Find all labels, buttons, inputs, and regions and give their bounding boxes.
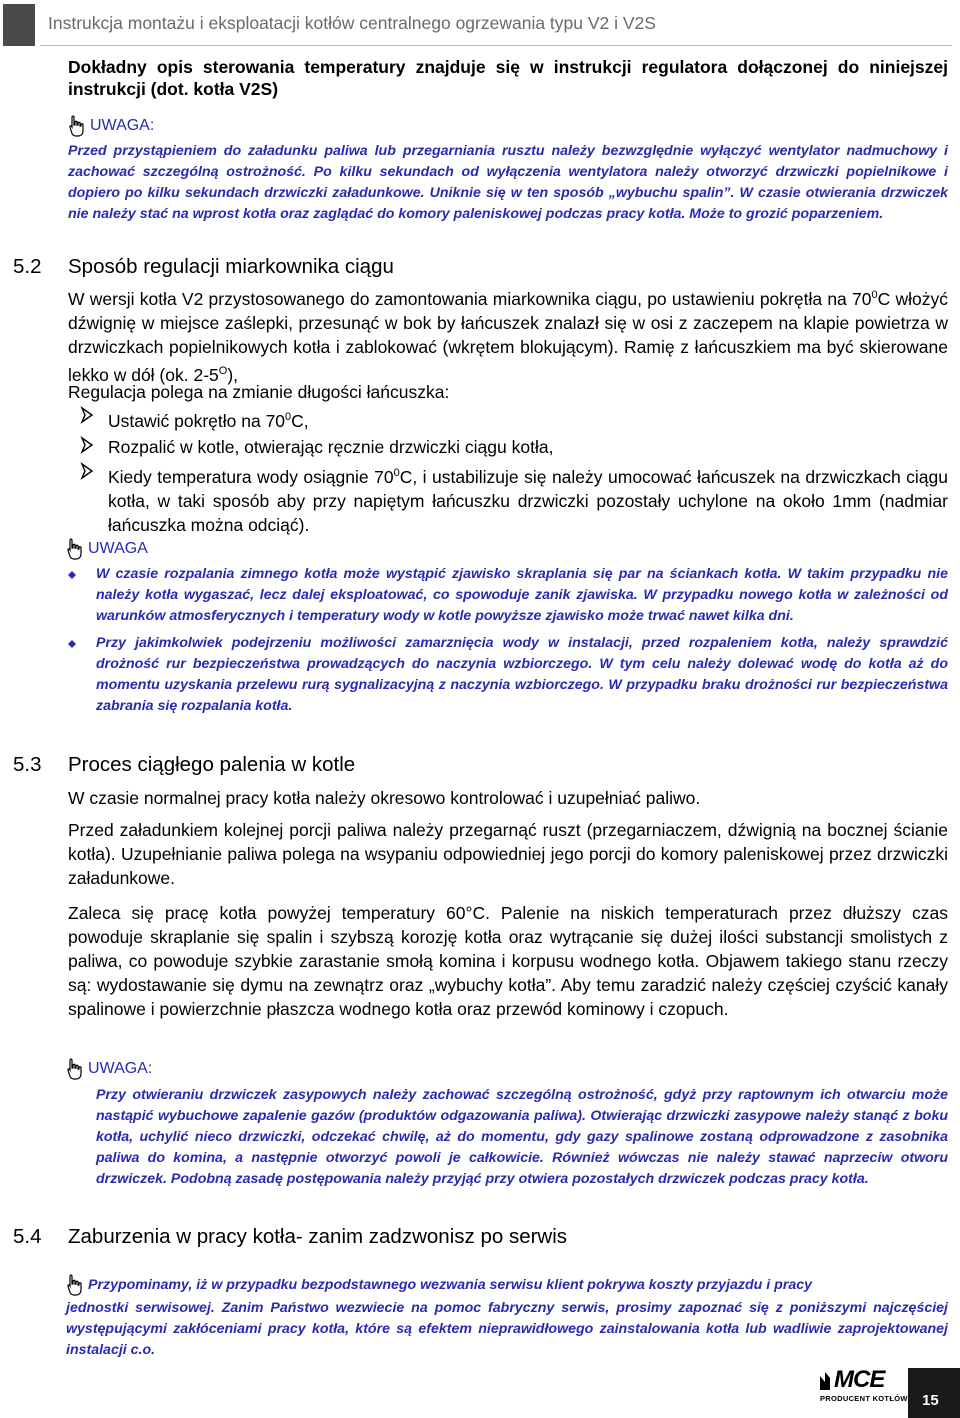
warning-text-1: Przed przystąpieniem do załadunku paliwa lub przegarniania rusztu należy bezwzględnie wyłączyć wentylator nadmuchowy i zachować szczególną ostrożność. Po kilku sekundach od wyłączenia wentylatora należy otworzyć drzwiczki popielnikowe i dopiero po kilku sekundach drzwiczki załadunkowe. Uniknie się w ten sposób „wybuchu spalin”. W czasie otwierania drzwiczek nie należy stać na wprost kotła oraz zaglądać do komory paleniskowej podczas pracy kotła. Może to grozić poparzeniem. xyxy=(68,143,948,222)
header-divider xyxy=(40,45,952,46)
diamond-bullet-icon xyxy=(68,571,76,579)
superscript: 0 xyxy=(393,466,400,479)
warning-heading-4 xyxy=(66,1274,812,1296)
section-5-2-paragraph xyxy=(68,283,948,387)
superscript: O xyxy=(218,364,228,377)
text-fragment: W czasie rozpalania zimnego kotła może wystąpić zjawisko skraplania się par na ściankach kotła. W takim przypadku nie należy kotła wygaszać, lecz dalej eksploatować, co spowoduje zanik zjawiska. W przypadku nowego kotła w zależności od warunków atmosferycznych i temperatury wody w kotle powyższe zjawisko może trwać nawet kilka dni. xyxy=(96,566,948,624)
text-fragment: Przy jakimkolwiek podejrzeniu możliwości zamarznięcia wody w instalacji, przed rozpaleniem kotła, należy sprawdzić drożność rur bezpieczeństwa prowadzących do naczynia wzbiorczego. W tym celu należy dolewać wodę do kotła aż do momentu uzyskania przelewu rurą sygnalizacyjną z naczynia wzbiorczego. W przypadku braku drożności rur bezpieczeństwa zabrania się rozpalania kotła. xyxy=(96,635,948,714)
arrow-bullet-icon xyxy=(80,435,100,455)
section-heading: Sposób regulacji miarkownika ciągu xyxy=(68,255,394,278)
list-item xyxy=(66,633,948,717)
list-item xyxy=(80,435,948,459)
intro-paragraph: Dokładny opis sterowania temperatury znajduje się w instrukcji regulatora dołączonej do niniejszej instrukcji (dot. kotła V2S) xyxy=(68,57,948,99)
section-5-2-lead: Regulacja polega na zmianie długości łańcuszka: xyxy=(68,382,450,402)
section-5-2-title xyxy=(13,255,394,279)
warning-text-4: jednostki serwisowej. Zanim Państwo wezwiecie na pomoc fabryczny serwis, prosimy zapoznać się z poniższymi najczęściej występującymi zakłóceniami pracy kotła, które są efektem nieprawidłowego zainstalowania kotła lub wadliwie zaprojektowanej instalacji c.o. xyxy=(66,1300,948,1358)
warning-label-1: UWAGA: xyxy=(90,117,155,134)
logo-text: MCE xyxy=(834,1366,885,1393)
section-5-3-p2: Przed załadunkiem kolejnej porcji paliwa należy przegarnąć ruszt (przegarniaczem, dźwignią na bocznej ścianie kotła). Uzupełnianie paliwa polega na wsypaniu odpowiedniej jego porcji do komory paleniskowej przez drzwiczki załadunkowe. xyxy=(68,820,948,888)
text-fragment: W wersji kotła V2 przystosowanego do zamontowania miarkownika ciągu, po ustawieniu pokrętła na 70 xyxy=(68,288,872,309)
section-5-3-p3: Zaleca się pracę kotła powyżej temperatury 60°C. Palenie na niskich temperaturach przez dłuższy czas powoduje skraplanie się spalin i szybszą korozję kotła oraz wytrącanie się dużej ilości substancji smolistych z paliwa, co powoduje szybkie zarastanie smołą komina i korpusu wodnego kotła. Objawem takiego stanu rzeczy są: wydostawanie się dymu na zewnątrz oraz „wybuchy kotła”. Aby temu zaradzić należy częściej czyścić kanały spalinowe i powierzchnie płaszcza wodnego kotła oraz przewód kominowy i czopuch. xyxy=(68,903,948,1019)
header-title: Instrukcja montażu i eksploatacji kotłów centralnego ogrzewania typu V2 i V2S xyxy=(48,13,656,33)
text-fragment: Rozpalić w kotle, otwierając ręcznie drzwiczki ciągu kotła, xyxy=(108,436,554,457)
warning-heading-3 xyxy=(66,1058,152,1080)
page-number-box xyxy=(908,1368,960,1418)
section-5-3-title xyxy=(13,753,355,777)
adjustment-steps xyxy=(80,405,948,539)
text-fragment: ), xyxy=(227,364,239,385)
warning-text-3: Przy otwieraniu drzwiczek zasypowych należy zachować szczególną ostrożność, gdyż przy raptownym ich otwarciu może nastąpić wybuchowe zapalenie gazów (produktów odgazowania paliwa). Otwierając drzwiczki zasypowe należy stanąć z boku kotła, uchylić nieco drzwiczki, odczekać chwilę, aż do momentu, gdy gazy spalinowe zostaną odprowadzone z zasobnika paliwa do komina, a następnie otworzyć powoli je całkowicie. Również wówczas nie należy stawać naprzeciw otworu drzwiczek. Podobną zasadę postępowania należy przyjąć przy otwiera pozostałych drzwiczek podczas pracy kotła. xyxy=(96,1087,948,1187)
section-heading: Proces ciągłego palenia w kotle xyxy=(68,753,356,776)
section-number: 5.3 xyxy=(13,753,42,776)
section-5-3-p1: W czasie normalnej pracy kotła należy okresowo kontrolować i uzupełniać paliwo. xyxy=(68,788,701,808)
superscript: 0 xyxy=(285,411,292,423)
pointing-hand-icon xyxy=(68,115,88,137)
section-heading: Zaburzenia w pracy kotła- zanim zadzwonisz po serwis xyxy=(68,1225,568,1248)
pointing-hand-icon xyxy=(66,1274,86,1296)
warning-heading-1 xyxy=(68,115,154,137)
text-fragment: C, xyxy=(291,410,309,431)
section-5-4-title xyxy=(13,1225,567,1249)
pointing-hand-icon xyxy=(66,1058,86,1080)
superscript: 0 xyxy=(871,289,878,301)
page-header xyxy=(0,0,960,50)
arrow-bullet-icon xyxy=(80,461,100,481)
text-fragment: Kiedy temperatura wody osiągnie 70 xyxy=(108,466,394,487)
pointing-hand-icon xyxy=(66,538,86,560)
list-item xyxy=(80,461,948,537)
list-item xyxy=(66,564,948,627)
manufacturer-logo xyxy=(798,1362,908,1408)
warning-label-2: UWAGA xyxy=(88,540,148,557)
logo-subtitle: PRODUCENT KOTŁÓW xyxy=(820,1394,908,1403)
page-number: 15 xyxy=(922,1392,939,1409)
text-fragment: Ustawić pokrętło na 70 xyxy=(108,410,286,431)
warning-heading-2 xyxy=(66,538,148,560)
text-fragment: C, i ustabilizuje się należy umocować łańcuszek na drzwiczkach ciągu kotła, w taki sposób aby przy napiętym łańcuszku drzwiczki pozostały uchylone na około 1mm (nadmiar łańcuszka można odciąć). xyxy=(108,466,948,535)
header-marker xyxy=(3,4,35,46)
winter-warnings xyxy=(66,564,948,723)
arrow-bullet-icon xyxy=(80,405,100,425)
section-number: 5.4 xyxy=(13,1225,42,1248)
section-number: 5.2 xyxy=(13,255,42,278)
diamond-bullet-icon xyxy=(68,640,76,648)
text-fragment: C włożyć dźwignię w miejsce zaślepki, przesunąć w bok by łańcuszek znalazł się w osi z zaczepem na klapie powietrza w drzwiczkach popielnikowych kotła i zablokować (wkrętem blokującym). Ramię z łańcuszkiem ma być skierowane lekko w dół (ok. 2-5 xyxy=(68,288,948,385)
warning-text-4-first: Przypominamy, iż w przypadku bezpodstawnego wezwania serwisu klient pokrywa koszty przyjazdu i pracy xyxy=(88,1277,813,1293)
list-item xyxy=(80,405,948,433)
warning-label-3: UWAGA: xyxy=(88,1060,153,1077)
